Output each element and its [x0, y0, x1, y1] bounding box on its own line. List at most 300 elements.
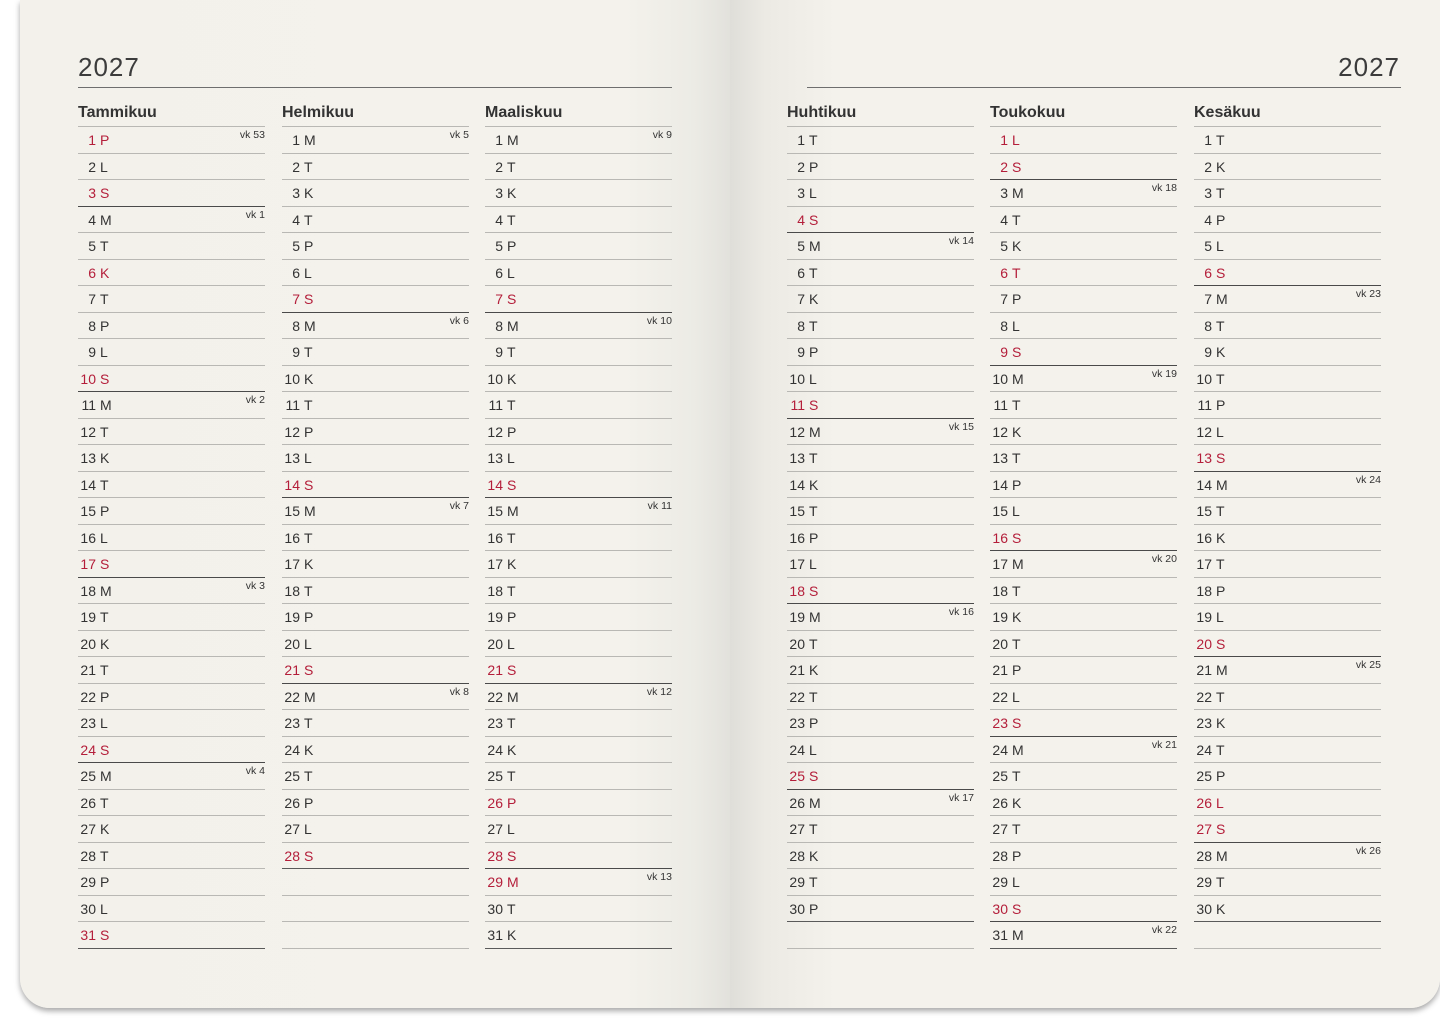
day-row[interactable] [282, 657, 469, 684]
weekday-letter: T [304, 211, 313, 228]
day-row[interactable] [282, 127, 469, 154]
day-row[interactable] [282, 790, 469, 817]
day-row[interactable] [282, 233, 469, 260]
day-row[interactable] [485, 896, 672, 923]
day-row[interactable] [787, 366, 974, 393]
day-number: 3 [1204, 185, 1212, 201]
day-row[interactable] [990, 419, 1177, 446]
day-row[interactable] [1194, 578, 1381, 605]
weekday-letter: T [809, 688, 818, 705]
day-row[interactable] [990, 366, 1177, 393]
day-row[interactable] [282, 816, 469, 843]
weekday-letter: S [1216, 821, 1226, 837]
day-row[interactable] [990, 286, 1177, 313]
day-number: 25 [80, 768, 96, 784]
day-row[interactable] [1194, 472, 1381, 499]
weekday-letter: K [100, 450, 110, 466]
day-row[interactable] [1194, 816, 1381, 843]
day-number: 9 [1000, 344, 1008, 360]
day-row[interactable] [282, 604, 469, 631]
day-number: 14 [80, 476, 96, 493]
day-row[interactable] [787, 525, 974, 552]
day-row[interactable] [990, 445, 1177, 472]
day-row[interactable] [990, 498, 1177, 525]
day-number: 16 [1196, 529, 1212, 546]
weekday-letter: P [507, 609, 517, 625]
day-row[interactable] [485, 816, 672, 843]
weekday-letter: T [507, 397, 516, 413]
day-row[interactable] [78, 260, 265, 287]
day-number: 1 [495, 132, 503, 148]
day-row[interactable] [787, 313, 974, 340]
day-row[interactable] [78, 286, 265, 313]
day-row[interactable] [78, 366, 265, 393]
weekday-letter: L [1216, 423, 1224, 440]
day-row[interactable] [485, 684, 672, 711]
day-row[interactable] [1194, 445, 1381, 472]
day-row[interactable] [485, 604, 672, 631]
day-row[interactable] [787, 180, 974, 207]
week-number: vk 13 [646, 871, 672, 883]
day-row[interactable] [1194, 154, 1381, 181]
day-row[interactable] [485, 154, 672, 181]
weekday-letter: T [1012, 635, 1021, 652]
month-name: Maaliskuu [485, 102, 672, 127]
day-row[interactable] [485, 313, 672, 340]
weekday-letter: P [304, 609, 314, 625]
weekday-letter: L [100, 158, 108, 175]
day-row[interactable] [787, 869, 974, 896]
day-row[interactable] [282, 366, 469, 393]
day-row[interactable] [485, 286, 672, 313]
day-row[interactable] [1194, 763, 1381, 790]
day-number: 14 [1196, 476, 1212, 493]
day-row[interactable] [78, 180, 265, 207]
day-row[interactable] [990, 604, 1177, 631]
day-row[interactable] [787, 896, 974, 923]
day-row[interactable] [282, 869, 469, 896]
day-row[interactable] [787, 154, 974, 181]
day-row[interactable] [990, 657, 1177, 684]
day-row[interactable] [485, 127, 672, 154]
day-row[interactable] [990, 392, 1177, 419]
day-row[interactable] [282, 180, 469, 207]
weekday-letter: S [1216, 635, 1226, 652]
day-row[interactable] [78, 790, 265, 817]
day-row[interactable] [282, 843, 469, 870]
day-row[interactable] [78, 419, 265, 446]
day-number: 4 [797, 211, 805, 228]
day-row[interactable] [282, 737, 469, 764]
day-number: 29 [992, 874, 1008, 890]
weekday-letter: L [100, 900, 108, 917]
day-row[interactable] [990, 922, 1177, 949]
day-number: 7 [797, 291, 805, 307]
day-row[interactable] [1194, 551, 1381, 578]
day-row[interactable] [1194, 392, 1381, 419]
day-row[interactable] [78, 896, 265, 923]
day-row[interactable] [282, 260, 469, 287]
day-row[interactable] [282, 631, 469, 658]
day-row[interactable] [787, 737, 974, 764]
day-row[interactable] [78, 207, 265, 234]
weekday-letter: L [809, 741, 817, 758]
day-row[interactable] [1194, 737, 1381, 764]
week-number: vk 16 [948, 606, 974, 618]
day-row[interactable] [1194, 525, 1381, 552]
day-row[interactable] [787, 684, 974, 711]
day-row[interactable] [78, 816, 265, 843]
day-row[interactable] [282, 286, 469, 313]
weekday-letter: S [507, 662, 517, 678]
day-row[interactable] [282, 763, 469, 790]
weekday-letter: P [100, 874, 110, 890]
weekday-letter: T [809, 132, 818, 148]
day-row[interactable] [787, 710, 974, 737]
day-row[interactable] [787, 286, 974, 313]
day-row[interactable] [1194, 710, 1381, 737]
weekday-letter: T [1216, 132, 1225, 148]
day-row[interactable] [485, 233, 672, 260]
day-number: 17 [789, 556, 805, 572]
day-row[interactable] [1194, 684, 1381, 711]
day-row[interactable] [485, 922, 672, 949]
day-row[interactable] [787, 233, 974, 260]
weekday-letter: K [304, 370, 314, 387]
weekday-letter: P [100, 317, 110, 334]
day-row[interactable] [78, 498, 265, 525]
day-number: 24 [789, 741, 805, 758]
weekday-letter: K [1216, 158, 1226, 175]
header-rule-left [78, 87, 672, 88]
day-row[interactable] [282, 684, 469, 711]
day-row[interactable] [78, 869, 265, 896]
day-row[interactable] [787, 339, 974, 366]
day-number: 1 [1204, 132, 1212, 148]
day-row[interactable] [990, 737, 1177, 764]
weekday-letter: T [507, 900, 516, 917]
day-row[interactable] [78, 472, 265, 499]
day-row[interactable] [787, 207, 974, 234]
day-row[interactable] [1194, 922, 1381, 949]
day-row[interactable] [78, 445, 265, 472]
day-row[interactable] [282, 313, 469, 340]
weekday-letter: T [809, 821, 818, 837]
week-number: vk 2 [245, 394, 265, 406]
day-row[interactable] [485, 419, 672, 446]
day-row[interactable] [787, 578, 974, 605]
day-row[interactable] [282, 578, 469, 605]
day-row[interactable] [485, 445, 672, 472]
day-number: 19 [1196, 609, 1212, 625]
day-number: 4 [1000, 211, 1008, 228]
day-number: 29 [789, 874, 805, 890]
day-row[interactable] [78, 604, 265, 631]
day-row[interactable] [1194, 127, 1381, 154]
day-row[interactable] [78, 922, 265, 949]
day-row[interactable] [1194, 790, 1381, 817]
day-row[interactable] [1194, 339, 1381, 366]
weekday-letter: T [507, 344, 516, 360]
weekday-letter: T [507, 529, 516, 546]
day-row[interactable] [282, 472, 469, 499]
day-row[interactable] [485, 657, 672, 684]
day-row[interactable] [1194, 366, 1381, 393]
weekday-letter: M [507, 132, 519, 148]
day-row[interactable] [1194, 498, 1381, 525]
day-number: 4 [1204, 211, 1212, 228]
day-row[interactable] [990, 472, 1177, 499]
day-row[interactable] [990, 525, 1177, 552]
day-row[interactable] [1194, 180, 1381, 207]
day-row[interactable] [787, 604, 974, 631]
day-row[interactable] [78, 525, 265, 552]
weekday-letter: P [304, 794, 314, 811]
weekday-letter: P [1012, 476, 1022, 493]
day-row[interactable] [990, 233, 1177, 260]
weekday-letter: S [304, 291, 314, 307]
day-row[interactable] [990, 710, 1177, 737]
day-number: 26 [80, 794, 96, 811]
weekday-letter: T [100, 847, 109, 864]
day-number: 13 [1196, 450, 1212, 466]
day-row[interactable] [787, 445, 974, 472]
weekday-letter: M [304, 688, 316, 705]
day-row[interactable] [485, 763, 672, 790]
day-row[interactable] [282, 419, 469, 446]
weekday-letter: K [304, 556, 314, 572]
weekday-letter: M [507, 688, 519, 705]
day-row[interactable] [1194, 843, 1381, 870]
day-row[interactable] [485, 339, 672, 366]
day-row[interactable] [990, 260, 1177, 287]
day-row[interactable] [78, 392, 265, 419]
day-row[interactable] [78, 339, 265, 366]
weekday-letter: T [304, 768, 313, 784]
day-row[interactable] [78, 578, 265, 605]
weekday-letter: S [809, 768, 819, 784]
day-row[interactable] [990, 631, 1177, 658]
day-row[interactable] [485, 180, 672, 207]
day-row[interactable] [78, 631, 265, 658]
day-row[interactable] [78, 313, 265, 340]
weekday-letter: K [1216, 529, 1226, 546]
day-row[interactable] [78, 657, 265, 684]
day-number: 13 [284, 450, 300, 466]
day-number: 25 [992, 768, 1008, 784]
day-row[interactable] [78, 551, 265, 578]
day-row[interactable] [282, 339, 469, 366]
day-row[interactable] [990, 339, 1177, 366]
day-row[interactable] [485, 710, 672, 737]
day-number: 15 [992, 503, 1008, 519]
day-row[interactable] [485, 498, 672, 525]
day-row[interactable] [78, 127, 265, 154]
day-row[interactable] [787, 498, 974, 525]
weekday-letter: K [809, 476, 819, 493]
weekday-letter: T [1012, 582, 1021, 599]
month-column [485, 102, 672, 949]
day-row[interactable] [990, 551, 1177, 578]
day-number: 8 [1204, 317, 1212, 334]
day-row[interactable] [990, 578, 1177, 605]
day-row[interactable] [78, 233, 265, 260]
day-row[interactable] [485, 737, 672, 764]
weekday-letter: L [304, 264, 312, 281]
day-row[interactable] [282, 498, 469, 525]
weekday-letter: S [507, 476, 517, 493]
weekday-letter: T [100, 476, 109, 493]
day-number: 30 [487, 900, 503, 917]
weekday-letter: L [100, 344, 108, 360]
day-row[interactable] [990, 790, 1177, 817]
weekday-letter: L [1216, 238, 1224, 254]
weekday-letter: T [304, 397, 313, 413]
day-row[interactable] [787, 392, 974, 419]
weekday-letter: L [1216, 794, 1224, 811]
weekday-letter: L [1012, 503, 1020, 519]
weekday-letter: T [304, 582, 313, 599]
day-row[interactable] [78, 684, 265, 711]
day-row[interactable] [787, 922, 974, 949]
day-row[interactable] [787, 763, 974, 790]
day-row[interactable] [1194, 313, 1381, 340]
day-row[interactable] [1194, 896, 1381, 923]
day-row[interactable] [78, 843, 265, 870]
day-row[interactable] [78, 710, 265, 737]
day-row[interactable] [787, 816, 974, 843]
day-row[interactable] [990, 180, 1177, 207]
day-row[interactable] [485, 525, 672, 552]
day-row[interactable] [485, 790, 672, 817]
day-row[interactable] [1194, 286, 1381, 313]
day-row[interactable] [485, 260, 672, 287]
weekday-letter: L [1012, 132, 1020, 148]
day-number: 7 [292, 291, 300, 307]
day-row[interactable] [990, 843, 1177, 870]
day-number: 25 [284, 768, 300, 784]
weekday-letter: T [809, 635, 818, 652]
day-row[interactable] [787, 127, 974, 154]
weekday-letter: M [1216, 662, 1228, 678]
day-row[interactable] [990, 896, 1177, 923]
day-row[interactable] [485, 869, 672, 896]
day-row[interactable] [787, 551, 974, 578]
weekday-letter: T [304, 529, 313, 546]
day-row[interactable] [282, 392, 469, 419]
day-number: 4 [292, 211, 300, 228]
day-row[interactable] [1194, 260, 1381, 287]
day-row[interactable] [787, 631, 974, 658]
weekday-letter: T [1216, 317, 1225, 334]
day-row[interactable] [485, 392, 672, 419]
day-number: 7 [1000, 291, 1008, 307]
day-row[interactable] [485, 472, 672, 499]
day-number: 28 [80, 847, 96, 864]
day-number: 6 [1000, 264, 1008, 281]
day-number: 5 [88, 238, 96, 254]
day-row[interactable] [1194, 604, 1381, 631]
day-row[interactable] [282, 525, 469, 552]
day-number: 24 [992, 741, 1008, 758]
day-row[interactable] [990, 763, 1177, 790]
day-row[interactable] [485, 551, 672, 578]
day-number: 9 [495, 344, 503, 360]
day-row[interactable] [282, 207, 469, 234]
day-number: 22 [284, 688, 300, 705]
weekday-letter: M [809, 794, 821, 811]
day-row[interactable] [282, 896, 469, 923]
weekday-letter: M [1216, 291, 1228, 307]
week-number: vk 10 [646, 314, 672, 327]
day-row[interactable] [282, 710, 469, 737]
week-number: vk 9 [652, 129, 672, 141]
weekday-letter: K [507, 927, 517, 943]
day-row[interactable] [990, 127, 1177, 154]
day-row[interactable] [787, 260, 974, 287]
day-number: 23 [487, 715, 503, 731]
week-number: vk 5 [449, 129, 469, 141]
day-number: 5 [495, 238, 503, 254]
weekday-letter: L [1012, 688, 1020, 705]
month-column [282, 102, 469, 949]
day-row[interactable] [990, 869, 1177, 896]
day-row[interactable] [1194, 419, 1381, 446]
day-row[interactable] [990, 684, 1177, 711]
day-row[interactable] [78, 763, 265, 790]
day-number: 29 [487, 874, 503, 890]
day-row[interactable] [990, 313, 1177, 340]
day-number: 10 [789, 370, 805, 387]
day-number: 11 [790, 397, 805, 413]
day-row[interactable] [1194, 631, 1381, 658]
day-row[interactable] [787, 843, 974, 870]
day-row[interactable] [1194, 207, 1381, 234]
day-number: 20 [487, 635, 503, 652]
day-number: 6 [495, 264, 503, 281]
day-row[interactable] [787, 790, 974, 817]
day-row[interactable] [787, 472, 974, 499]
day-row[interactable] [990, 207, 1177, 234]
day-row[interactable] [485, 578, 672, 605]
day-row[interactable] [78, 154, 265, 181]
day-row[interactable] [787, 419, 974, 446]
day-row[interactable] [485, 366, 672, 393]
day-number: 14 [284, 476, 300, 493]
day-row[interactable] [282, 922, 469, 949]
day-row[interactable] [282, 551, 469, 578]
day-row[interactable] [282, 154, 469, 181]
day-row[interactable] [1194, 233, 1381, 260]
day-number: 29 [80, 874, 96, 890]
day-row[interactable] [990, 154, 1177, 181]
left-page [20, 0, 730, 1008]
day-row[interactable] [485, 631, 672, 658]
day-row[interactable] [1194, 869, 1381, 896]
day-number: 27 [284, 821, 300, 837]
day-number: 23 [80, 715, 96, 731]
day-row[interactable] [1194, 657, 1381, 684]
day-row[interactable] [787, 657, 974, 684]
day-number: 24 [1196, 741, 1212, 758]
weekday-letter: P [1012, 662, 1022, 678]
day-row[interactable] [485, 843, 672, 870]
day-row[interactable] [78, 737, 265, 764]
day-row[interactable] [990, 816, 1177, 843]
day-row[interactable] [282, 445, 469, 472]
day-row[interactable] [485, 207, 672, 234]
day-number: 10 [80, 370, 96, 387]
